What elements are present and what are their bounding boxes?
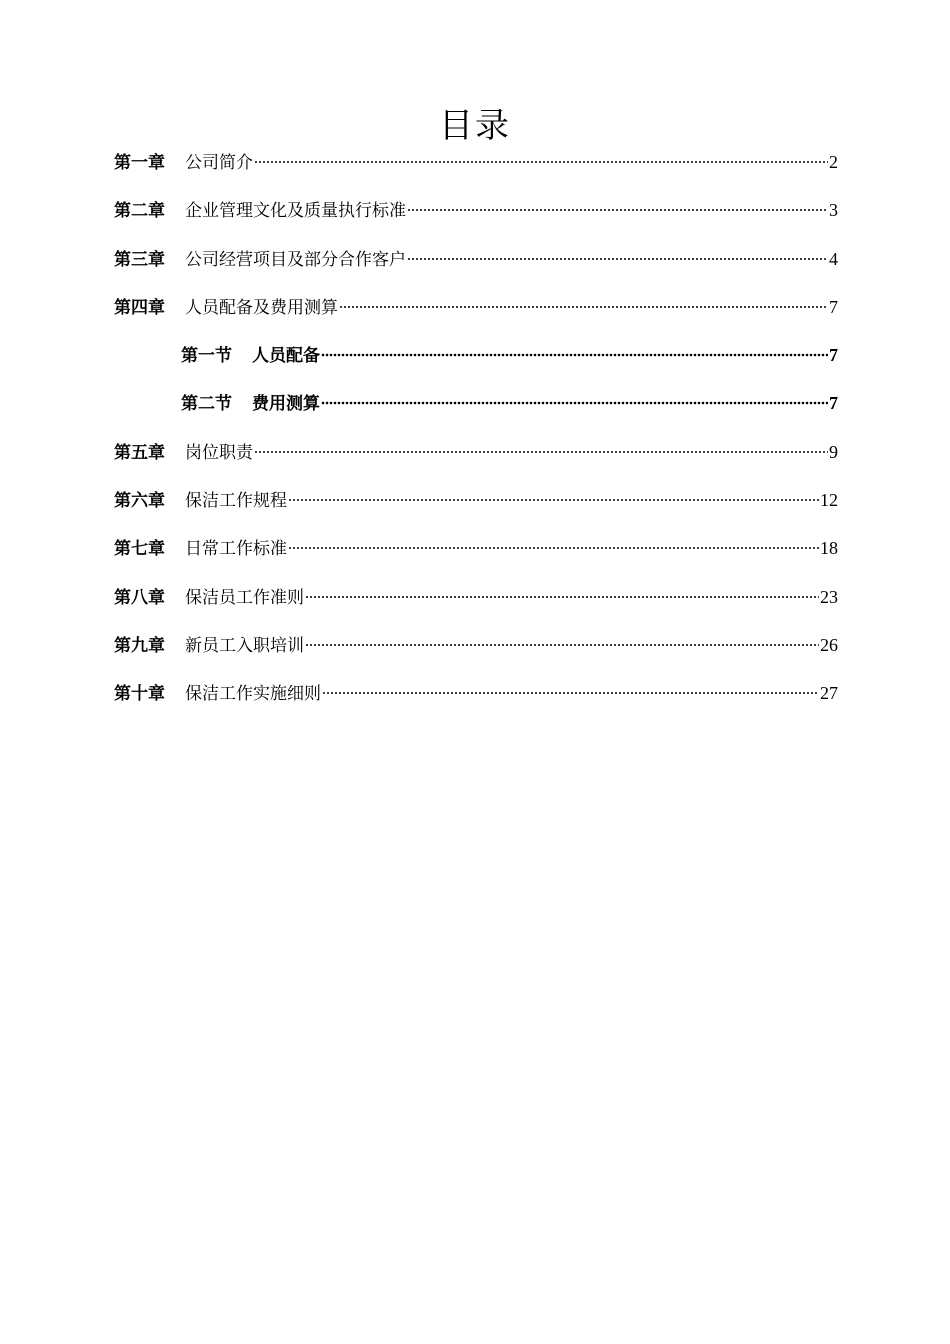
dot-leader [288,498,819,502]
toc-title: 目录 [439,106,511,146]
toc-entry-number: 第三章 [114,249,165,270]
dot-leader [321,401,828,405]
toc-entry-number: 第七章 [114,539,165,560]
toc-entry-number: 第九章 [114,635,165,656]
toc-entry[interactable] [114,679,838,727]
dot-leader [322,691,819,695]
toc-entry-text: 日常工作标准 [185,539,287,560]
toc-page-number: 27 [820,683,838,704]
toc-page-number: 23 [820,586,838,607]
toc-entry-text: 企业管理文化及质量执行标准 [185,201,406,222]
toc-page-number: 4 [829,248,838,269]
toc-entry-text: 人员配备及费用测算 [185,297,338,318]
toc-entry[interactable] [114,293,838,341]
toc-entry-text: 保洁员工作准则 [185,587,304,608]
toc-entry-number: 第一节 [181,346,232,367]
toc-entry-number: 第四章 [114,297,165,318]
toc-entry-number: 第二章 [114,201,165,222]
toc-page-number: 7 [829,393,838,414]
toc-subentry[interactable] [114,341,838,389]
toc-page-number: 7 [829,345,838,366]
dot-leader [254,160,828,164]
toc-entry-number: 第五章 [114,442,165,463]
toc-page-number: 18 [820,538,838,559]
toc-page-number: 7 [829,296,838,317]
toc-entry[interactable] [114,148,838,196]
toc-entry-number: 第二节 [181,394,232,415]
toc-entry[interactable] [114,583,838,631]
toc-entry-text: 费用测算 [252,394,320,415]
dot-leader [321,353,828,357]
toc-entry-text: 保洁工作实施细则 [185,684,321,705]
toc-list [114,148,838,728]
toc-entry-text: 公司简介 [185,153,253,173]
toc-entry[interactable] [114,486,838,534]
toc-subentry[interactable] [114,389,838,437]
dot-leader [339,305,828,309]
dot-leader [254,450,828,454]
toc-entry-number: 第八章 [114,587,165,608]
toc-entry[interactable] [114,438,838,486]
toc-page-number: 9 [829,441,838,462]
toc-entry-text: 公司经营项目及部分合作客户 [185,249,406,270]
toc-entry-number: 第六章 [114,491,165,512]
dot-leader [407,208,828,212]
toc-entry-text: 人员配备 [252,346,320,367]
dot-leader [305,595,819,599]
toc-entry-text: 保洁工作规程 [185,491,287,512]
dot-leader [288,546,819,550]
toc-entry-number: 第一章 [114,153,165,173]
toc-page-number: 2 [829,152,838,172]
toc-page-number: 26 [820,634,838,655]
toc-page-number: 12 [820,490,838,511]
dot-leader [407,257,828,261]
toc-page-number: 3 [829,200,838,221]
toc-entry[interactable] [114,631,838,679]
toc-entry-number: 第十章 [114,684,165,705]
toc-entry[interactable] [114,196,838,244]
toc-entry-text: 岗位职责 [185,442,253,463]
toc-entry[interactable] [114,245,838,293]
toc-entry[interactable] [114,534,838,582]
toc-entry-text: 新员工入职培训 [185,635,304,656]
dot-leader [305,643,819,647]
